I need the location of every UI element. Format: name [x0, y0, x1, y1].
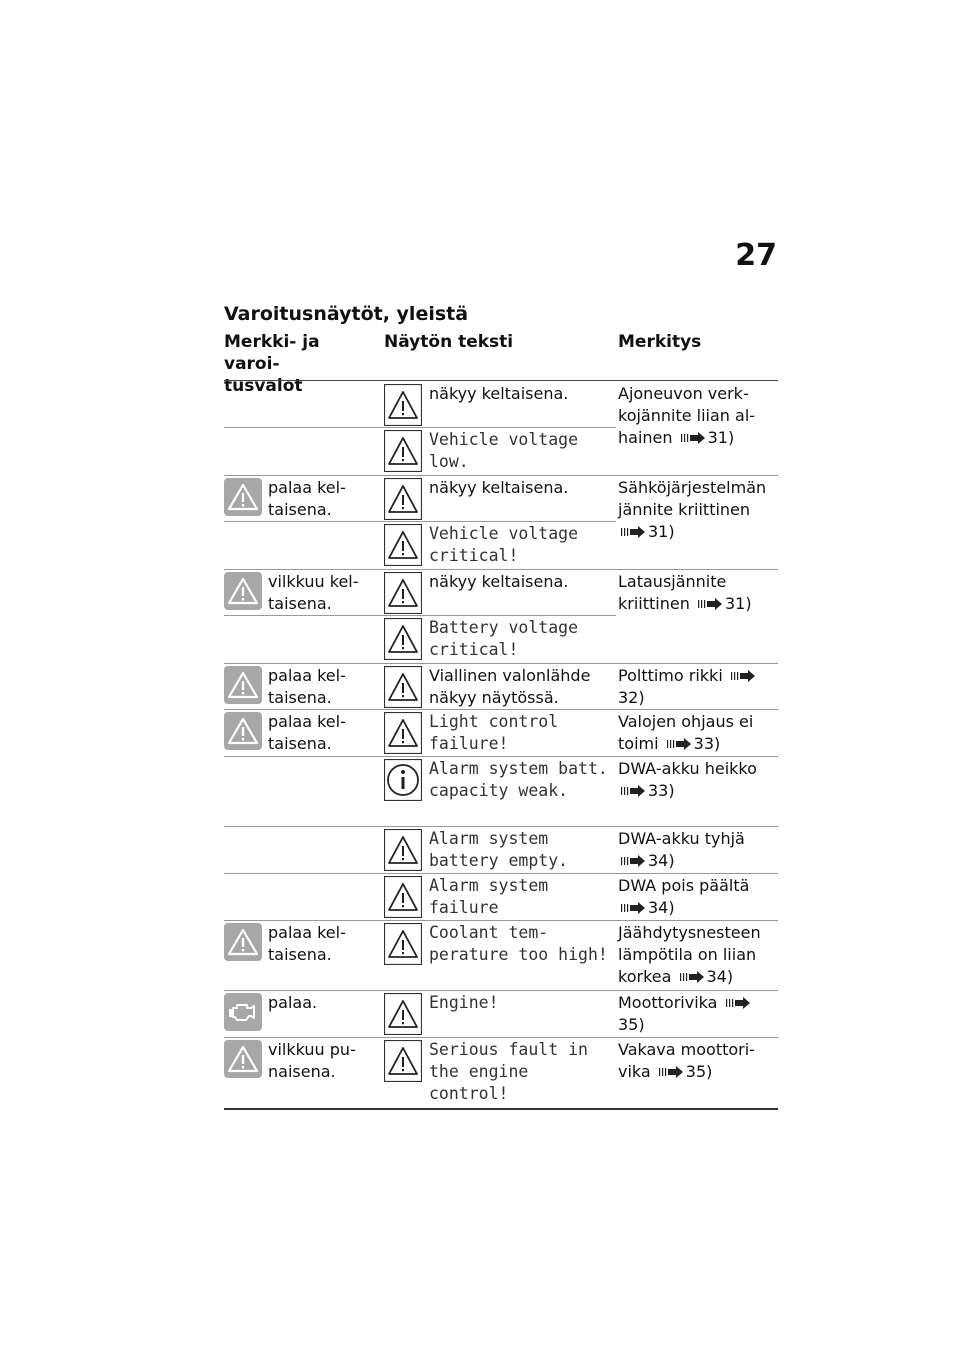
page-reference-arrow-icon — [723, 993, 753, 1012]
page-reference[interactable]: 31) — [707, 428, 735, 447]
display-text: Vehicle voltage low. — [429, 430, 579, 471]
meaning-label: Moottorivika — [618, 993, 718, 1012]
warning-lamp-icon — [224, 1040, 262, 1078]
table-row — [224, 475, 778, 541]
table-row — [224, 427, 778, 475]
warning-triangle-icon — [384, 1040, 422, 1082]
page-reference[interactable]: 34) — [648, 851, 675, 870]
page-reference[interactable]: 35) — [685, 1062, 713, 1081]
meaning-text — [618, 828, 778, 872]
table-row — [224, 615, 778, 663]
meaning-label: Ajoneuvon verk-kojännite liian al-hainen — [618, 384, 756, 447]
meaning-label: Polttimo rikki — [618, 666, 723, 685]
warning-triangle-icon — [384, 993, 422, 1035]
page-reference-arrow-icon — [618, 851, 648, 870]
warning-triangle-icon — [384, 618, 422, 660]
warning-lamp-icon — [224, 666, 262, 704]
lamp-status-text: palaa kel-taisena. — [268, 712, 346, 753]
page-reference[interactable]: 34) — [706, 967, 734, 986]
display-text: Alarm system batt. capacity weak. — [429, 759, 608, 800]
page-reference[interactable]: 34) — [648, 898, 675, 917]
warning-lamp-icon — [224, 572, 262, 610]
meaning-text — [618, 665, 778, 709]
meaning-text — [618, 922, 778, 988]
table-row — [224, 1037, 778, 1108]
warning-lamp-icon — [224, 478, 262, 516]
table-row — [224, 381, 778, 447]
page-reference[interactable]: 31) — [648, 522, 675, 541]
meaning-text — [618, 1039, 778, 1083]
page-reference[interactable]: 33) — [693, 734, 721, 753]
table-row — [224, 521, 778, 569]
display-text: Alarm system battery empty. — [429, 829, 569, 870]
meaning-text — [618, 875, 778, 919]
meaning-label: DWA-akku tyhjä — [618, 829, 745, 848]
display-text: Alarm system failure — [429, 876, 549, 917]
display-text: Vehicle voltage critical! — [429, 524, 579, 565]
warning-triangle-icon — [384, 478, 422, 520]
page-reference-arrow-icon — [618, 898, 648, 917]
page-reference-arrow-icon — [618, 781, 648, 800]
table-row — [224, 873, 778, 920]
column-header-meaning: Merkitys — [618, 332, 702, 352]
table-row — [224, 756, 778, 826]
warning-triangle-icon — [384, 524, 422, 566]
page-reference-arrow-icon — [695, 594, 725, 613]
warning-triangle-icon — [384, 712, 422, 754]
warning-triangle-icon — [384, 829, 422, 871]
column-header-lamp: Merkki- ja varoi- tusvalot — [224, 332, 320, 396]
lamp-status-text: vilkkuu pu-naisena. — [268, 1040, 356, 1081]
table-row — [224, 709, 778, 756]
meaning-label: Sähköjärjestelmän jännite kriittinen — [618, 478, 767, 519]
meaning-text — [618, 711, 778, 755]
lamp-status-text: palaa kel-taisena. — [268, 923, 346, 964]
warning-lamp-icon — [224, 712, 262, 750]
table-row — [224, 920, 778, 990]
info-icon — [384, 759, 422, 801]
meaning-label: DWA-akku heikko — [618, 759, 757, 778]
lamp-status-text: palaa. — [268, 993, 318, 1012]
lamp-status-text: palaa kel-taisena. — [268, 666, 346, 707]
page-reference-arrow-icon — [677, 967, 707, 986]
row-divider — [224, 1108, 778, 1110]
warning-triangle-icon — [384, 666, 422, 708]
page-reference-arrow-icon — [664, 734, 694, 753]
display-text: Coolant tem-perature too high! — [429, 923, 608, 964]
display-text: näkyy keltaisena. — [429, 572, 569, 591]
page-reference[interactable]: 32) — [618, 688, 645, 707]
page-reference[interactable]: 35) — [618, 1015, 645, 1034]
meaning-label: Vakava moottori-vika — [618, 1040, 755, 1081]
warning-triangle-icon — [384, 923, 422, 965]
display-text: Battery voltage critical! — [429, 618, 579, 659]
page-number: 27 — [735, 238, 777, 273]
meaning-label: Latausjännite kriittinen — [618, 572, 727, 613]
warning-triangle-icon — [384, 384, 422, 426]
section-title: Varoitusnäytöt, yleistä — [224, 303, 469, 325]
table-row — [224, 663, 778, 709]
meaning-text — [618, 992, 778, 1036]
display-text: Serious fault in the engine control! — [429, 1040, 588, 1103]
display-text: Light control failure! — [429, 712, 559, 753]
page-reference[interactable]: 33) — [648, 781, 675, 800]
table-row — [224, 826, 778, 873]
table-row — [224, 990, 778, 1037]
display-text: näkyy keltaisena. — [429, 478, 569, 497]
engine-lamp-icon — [224, 993, 262, 1031]
meaning-label: Jäähdytysnesteen lämpötila on liian korkea — [618, 923, 761, 986]
lamp-status-text: vilkkuu kel-taisena. — [268, 572, 359, 613]
column-header-display: Näytön teksti — [384, 332, 514, 352]
warning-triangle-icon — [384, 430, 422, 472]
display-text: Engine! — [429, 993, 499, 1012]
display-text: näkyy keltaisena. — [429, 384, 569, 403]
meaning-text — [618, 571, 778, 615]
warning-triangle-icon — [384, 876, 422, 918]
warning-triangle-icon — [384, 572, 422, 614]
page-reference[interactable]: 31) — [724, 594, 752, 613]
meaning-text — [618, 758, 778, 802]
warning-lamp-icon — [224, 923, 262, 961]
table-row — [224, 569, 778, 615]
meaning-label: Valojen ohjaus ei toimi — [618, 712, 754, 753]
meaning-label: DWA pois päältä — [618, 876, 750, 895]
page-reference-arrow-icon — [656, 1062, 686, 1081]
display-text: Viallinen valonlähde näkyy näytössä. — [429, 666, 591, 707]
page-reference-arrow-icon — [728, 666, 758, 685]
lamp-status-text: palaa kel-taisena. — [268, 478, 346, 519]
